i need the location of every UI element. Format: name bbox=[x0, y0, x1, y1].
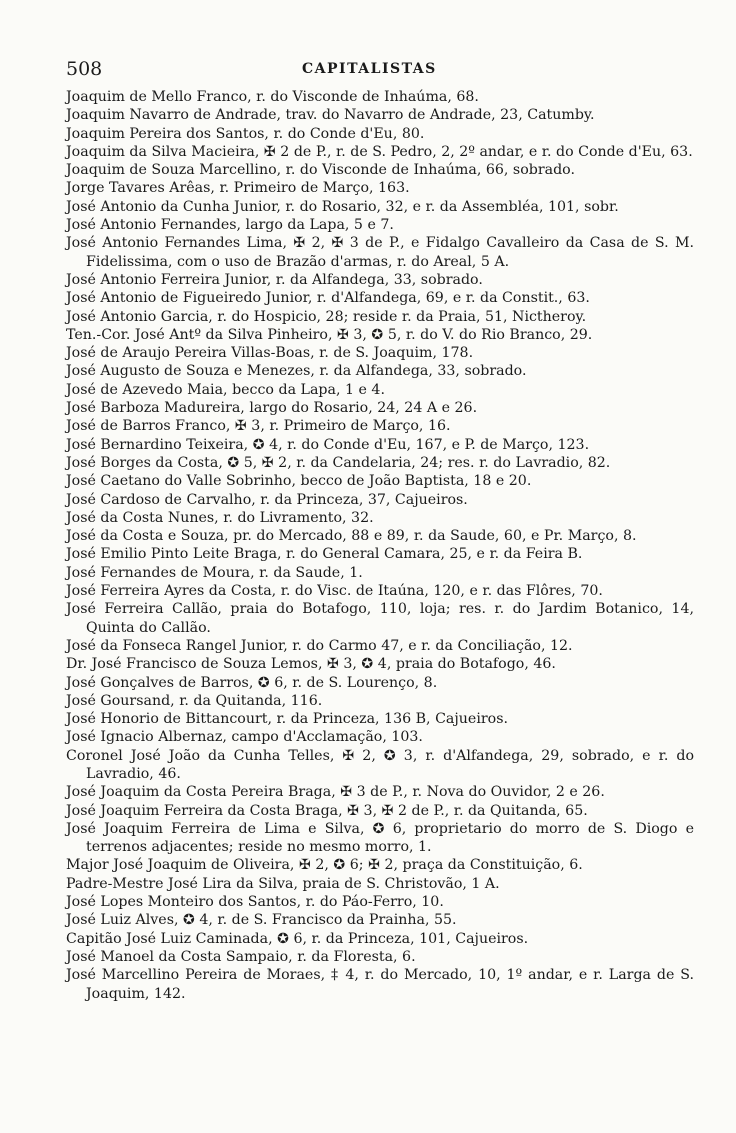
directory-entry: José Cardoso de Carvalho, r. da Princeza, 37, Cajueiros. bbox=[66, 491, 468, 508]
directory-entry: José Ferreira Ayres da Costa, r. do Visc. de Itaúna, 120, e r. das Flôres, 70. bbox=[66, 583, 603, 600]
directory-entry: José Borges da Costa, ✪ 5, ✠ 2, r. da Candelaria, 24; res. r. do Lavradio, 82. bbox=[66, 454, 611, 471]
directory-entry: José Antonio Fernandes Lima, ✠ 2, ✠ 3 de P., e Fidalgo Cavalleiro da Casa de S. M. Fidelissima, com o uso de Brazão d'armas, r. do Areal, 5 A. bbox=[66, 235, 694, 270]
directory-entry: José Lopes Monteiro dos Santos, r. do Páo-Ferro, 10. bbox=[66, 894, 444, 911]
directory-entry: Joaquim Pereira dos Santos, r. do Conde d'Eu, 80. bbox=[66, 125, 425, 142]
directory-entry: José Joaquim Ferreira de Lima e Silva, ✪ 6, proprietario do morro de S. Diogo e terrenos adjacentes; reside no mesmo morro, 1. bbox=[66, 820, 694, 856]
directory-entry: José de Azevedo Maia, becco da Lapa, 1 e 4. bbox=[66, 381, 385, 398]
directory-entry: José Gonçalves de Barros, ✪ 6, r. de S. Lourenço, 8. bbox=[66, 674, 438, 691]
entry-list bbox=[66, 88, 694, 1003]
directory-entry: José da Costa Nunes, r. do Livramento, 32. bbox=[66, 509, 374, 526]
directory-entry: José Augusto de Souza e Menezes, r. da Alfandega, 33, sobrado. bbox=[66, 363, 527, 380]
directory-entry: Joaquim de Souza Marcellino, r. do Visconde de Inhaúma, 66, sobrado. bbox=[66, 162, 575, 179]
directory-entry: José de Barros Franco, ✠ 3, r. Primeiro de Março, 16. bbox=[66, 418, 451, 435]
directory-entry: Joaquim de Mello Franco, r. do Visconde de Inhaúma, 68. bbox=[66, 89, 479, 105]
directory-entry: José Antonio de Figueiredo Junior, r. d'Alfandega, 69, e r. da Constit., 63. bbox=[66, 290, 590, 307]
running-head: CAPITALISTAS bbox=[302, 61, 437, 77]
directory-entry: José Caetano do Valle Sobrinho, becco de João Baptista, 18 e 20. bbox=[66, 473, 532, 490]
directory-entry: José da Fonseca Rangel Junior, r. do Carmo 47, e r. da Conciliação, 12. bbox=[66, 637, 573, 654]
directory-entry: Coronel José João da Cunha Telles, ✠ 2, ✪ 3, r. d'Alfandega, 29, sobrado, e r. do Lavradio, 46. bbox=[66, 747, 694, 782]
page-number: 508 bbox=[66, 58, 103, 80]
directory-entry: José Antonio Fernandes, largo da Lapa, 5 e 7. bbox=[66, 217, 394, 234]
directory-entry: José da Costa e Souza, pr. do Mercado, 88 e 89, r. da Saude, 60, e Pr. Março, 8. bbox=[66, 528, 637, 545]
directory-entry: José Fernandes de Moura, r. da Saude, 1. bbox=[66, 564, 363, 581]
directory-entry: José Marcellino Pereira de Moraes, ‡ 4, r. do Mercado, 10, 1º andar, e r. Larga de S. Joaquim, 142. bbox=[66, 967, 694, 1002]
page-header bbox=[66, 58, 694, 86]
directory-entry: Capitão José Luiz Caminada, ✪ 6, r. da Princeza, 101, Cajueiros. bbox=[66, 930, 529, 947]
directory-entry: José Honorio de Bittancourt, r. da Princeza, 136 B, Cajueiros. bbox=[66, 711, 508, 728]
directory-entry: Ten.-Cor. José Antº da Silva Pinheiro, ✠ 3, ✪ 5, r. do V. do Rio Branco, 29. bbox=[66, 326, 593, 343]
directory-entry: Major José Joaquim de Oliveira, ✠ 2, ✪ 6; ✠ 2, praça da Constituição, 6. bbox=[66, 857, 583, 874]
directory-entry: José Luiz Alves, ✪ 4, r. de S. Francisco da Prainha, 55. bbox=[66, 912, 457, 929]
directory-entry: José Joaquim Ferreira da Costa Braga, ✠ 3, ✠ 2 de P., r. da Quitanda, 65. bbox=[66, 802, 588, 819]
directory-entry: Joaquim da Silva Macieira, ✠ 2 de P., r. de S. Pedro, 2, 2º andar, e r. do Conde d'Eu, 63. bbox=[66, 143, 693, 160]
directory-entry: José Joaquim da Costa Pereira Braga, ✠ 3 de P., r. Nova do Ouvidor, 2 e 26. bbox=[66, 784, 605, 801]
directory-entry: José Antonio Garcia, r. do Hospicio, 28; reside r. da Praia, 51, Nictheroy. bbox=[66, 308, 587, 325]
directory-entry: José Antonio da Cunha Junior, r. do Rosario, 32, e r. da Assembléa, 101, sobr. bbox=[66, 198, 619, 215]
directory-entry: José Barboza Madureira, largo do Rosario, 24, 24 A e 26. bbox=[66, 400, 478, 417]
directory-entry: Dr. José Francisco de Souza Lemos, ✠ 3, ✪ 4, praia do Botafogo, 46. bbox=[66, 656, 556, 673]
directory-entry: Jorge Tavares Arêas, r. Primeiro de Março, 163. bbox=[66, 180, 410, 197]
directory-entry: José Manoel da Costa Sampaio, r. da Floresta, 6. bbox=[66, 948, 416, 965]
directory-entry: José Ignacio Albernaz, campo d'Acclamação, 103. bbox=[66, 729, 423, 746]
directory-entry: José de Araujo Pereira Villas-Boas, r. de S. Joaquim, 178. bbox=[66, 345, 474, 362]
directory-entry: Padre-Mestre José Lira da Silva, praia de S. Christovão, 1 A. bbox=[66, 875, 500, 892]
directory-entry: José Goursand, r. da Quitanda, 116. bbox=[66, 692, 323, 709]
directory-entry: Joaquim Navarro de Andrade, trav. do Navarro de Andrade, 23, Catumby. bbox=[66, 107, 595, 124]
directory-entry: José Antonio Ferreira Junior, r. da Alfandega, 33, sobrado. bbox=[66, 271, 483, 288]
directory-entry: José Emilio Pinto Leite Braga, r. do General Camara, 25, e r. da Feira B. bbox=[66, 546, 583, 563]
directory-entry: José Ferreira Callão, praia do Botafogo, 110, loja; res. r. do Jardim Botanico, 14, Quinta do Callão. bbox=[66, 601, 694, 636]
directory-entry: José Bernardino Teixeira, ✪ 4, r. do Conde d'Eu, 167, e P. de Março, 123. bbox=[66, 436, 590, 453]
